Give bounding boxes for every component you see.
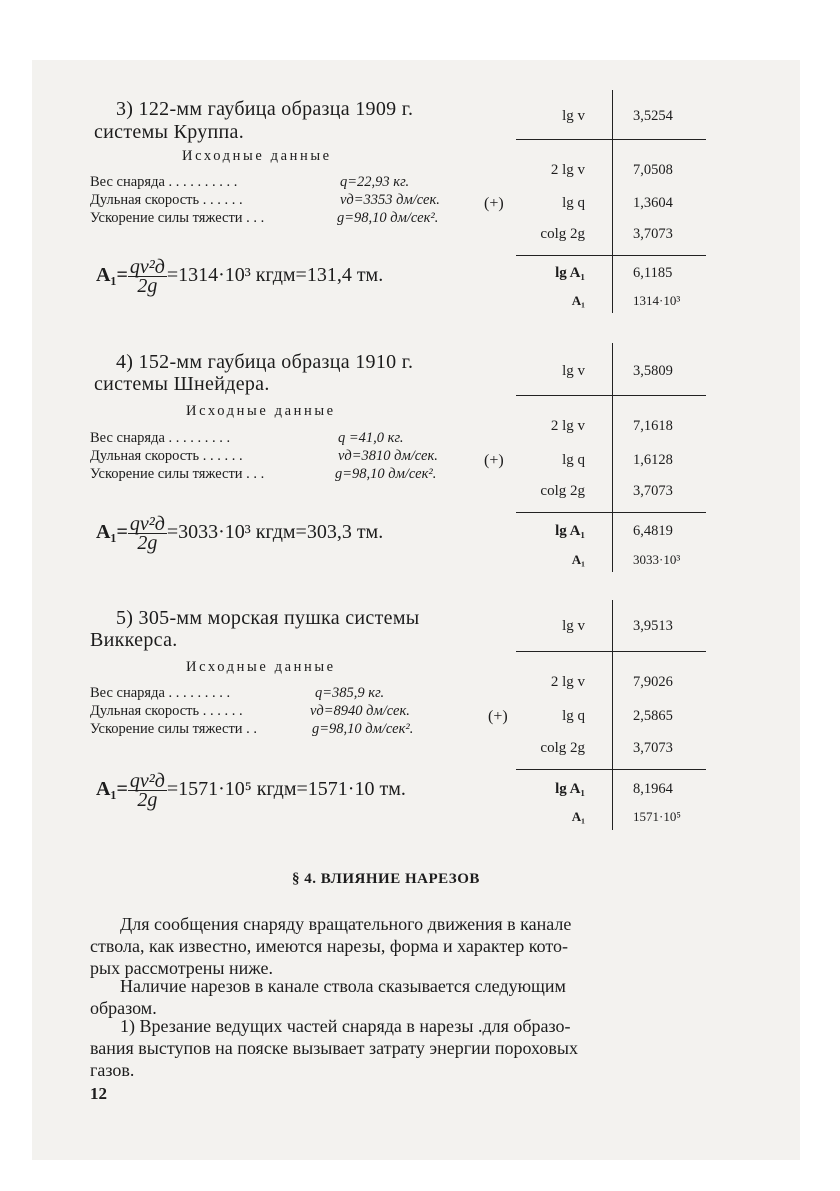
example-4-table-rule-2	[516, 512, 706, 513]
example-5-row-gravity: Ускорение силы тяжести . . g=98,10 дм/сек².	[90, 721, 414, 737]
example-4-A-value: 3033·10³	[633, 552, 681, 567]
example-3-2lgv-label: 2 lg v	[550, 162, 585, 178]
example-3-table-rule-2	[516, 255, 706, 256]
example-3-row-gravity: Ускорение силы тяжести . . . g=98,10 дм/сек².	[90, 210, 439, 226]
example-5-colg-value: 3,7073	[633, 740, 673, 756]
paragraph-2: Наличие нарезов в канале ствола сказывается следующим образом.	[90, 976, 566, 1018]
example-4-colg-label: colg 2g	[540, 483, 585, 499]
example-3-table-divider	[612, 90, 613, 313]
example-3-lgA-label: lg A₁	[555, 265, 585, 281]
example-5-2lgv-label: 2 lg v	[550, 674, 585, 690]
example-3-formula: A₁= $\frac{\text{qv²д}}{2g}$ =1314·10³ кгдм=131,4 тм.	[96, 256, 384, 297]
example-5-lgq-label: lg q	[562, 708, 585, 724]
example-3-colg-label: colg 2g	[540, 226, 585, 242]
book-page	[32, 60, 800, 1160]
example-3-lgv-value: 3,5254	[633, 108, 673, 124]
example-3-A-label: A₁	[571, 293, 585, 308]
example-5-formula: A₁= $\frac{\text{qv²д}}{2g}$ =1571·10⁵ кгдм=1571·10 тм.	[96, 770, 406, 811]
example-5-title-line1: 5) 305-мм морская пушка системы	[116, 607, 420, 629]
example-5-plus-sign: (+)	[488, 708, 508, 725]
section-heading: § 4. ВЛИЯНИЕ НАРЕЗОВ	[292, 871, 480, 887]
example-5-table-divider	[612, 600, 613, 830]
example-4-plus-sign: (+)	[484, 452, 504, 469]
example-4-lgA-value: 6,4819	[633, 523, 673, 539]
example-3-lgA-value: 6,1185	[633, 265, 673, 281]
example-3-table-rule-1	[516, 139, 706, 140]
example-5-row-mass: Вес снаряда . . . . . . . . . q=385,9 кг.	[90, 685, 385, 701]
example-5-lgq-value: 2,5865	[633, 708, 673, 724]
example-5-2lgv-value: 7,9026	[633, 674, 673, 690]
example-3-subtitle: Исходные данные	[182, 148, 332, 164]
example-3-lgq-value: 1,3604	[633, 195, 673, 211]
example-4-lgv-value: 3,5809	[633, 363, 673, 379]
example-5-table-rule-2	[516, 769, 706, 770]
example-5-title-line2: Виккерса.	[90, 629, 178, 651]
example-4-lgv-label: lg v	[562, 363, 585, 379]
example-5-row-velocity: Дульная скорость . . . . . . vд=8940 дм/сек.	[90, 703, 410, 719]
example-3-colg-value: 3,7073	[633, 226, 673, 242]
example-4-title-line1: 4) 152-мм гаубица образца 1910 г.	[116, 351, 414, 373]
example-5-lgA-value: 8,1964	[633, 781, 673, 797]
example-5-table-rule-1	[516, 651, 706, 652]
example-5-subtitle: Исходные данные	[186, 659, 336, 675]
example-4-table-rule-1	[516, 395, 706, 396]
example-4-A-label: A₁	[571, 552, 585, 567]
paragraph-3: 1) Врезание ведущих частей снаряда в нарезы .для образо- вания выступов на пояске вызывает затрату энергии пороховых газов.	[90, 1016, 578, 1080]
example-5-lgA-label: lg A₁	[555, 781, 585, 797]
example-4-lgq-value: 1,6128	[633, 452, 673, 468]
example-3-title-line2: системы Круппа.	[94, 121, 245, 143]
example-3-A-value: 1314·10³	[633, 293, 681, 308]
example-4-subtitle: Исходные данные	[186, 403, 336, 419]
example-5-colg-label: colg 2g	[540, 740, 585, 756]
example-4-title-line2: системы Шнейдера.	[94, 373, 270, 395]
example-3-lgq-label: lg q	[562, 195, 585, 211]
example-4-lgA-label: lg A₁	[555, 523, 585, 539]
example-4-table-divider	[612, 343, 613, 572]
example-5-A-value: 1571·10⁵	[633, 809, 681, 824]
example-4-2lgv-value: 7,1618	[633, 418, 673, 434]
example-3-2lgv-value: 7,0508	[633, 162, 673, 178]
example-4-row-gravity: Ускорение силы тяжести . . . g=98,10 дм/сек².	[90, 466, 437, 482]
example-3-lgv-label: lg v	[562, 108, 585, 124]
example-5-A-label: A₁	[571, 809, 585, 824]
example-5-lgv-value: 3,9513	[633, 618, 673, 634]
example-4-row-mass: Вес снаряда . . . . . . . . . q =41,0 кг.	[90, 430, 404, 446]
example-3-plus-sign: (+)	[484, 195, 504, 212]
example-4-lgq-label: lg q	[562, 452, 585, 468]
example-3-row-mass: Вес снаряда . . . . . . . . . . q=22,93 кг.	[90, 174, 410, 190]
example-5-lgv-label: lg v	[562, 618, 585, 634]
example-3-title-line1: 3) 122-мм гаубица образца 1909 г.	[116, 98, 414, 120]
example-4-colg-value: 3,7073	[633, 483, 673, 499]
page-number: 12	[90, 1084, 107, 1103]
example-4-row-velocity: Дульная скорость . . . . . . vд=3810 дм/сек.	[90, 448, 438, 464]
paragraph-1: Для сообщения снаряду вращательного движения в канале ствола, как известно, имеются нарезы, форма и характер кото- рых рассмотрены ниже.	[90, 914, 572, 978]
example-4-2lgv-label: 2 lg v	[550, 418, 585, 434]
example-3-row-velocity: Дульная скорость . . . . . . vд=3353 дм/сек.	[90, 192, 440, 208]
example-4-formula: A₁= $\frac{\text{qv²д}}{2g}$ =3033·10³ кгдм=303,3 тм.	[96, 513, 384, 554]
